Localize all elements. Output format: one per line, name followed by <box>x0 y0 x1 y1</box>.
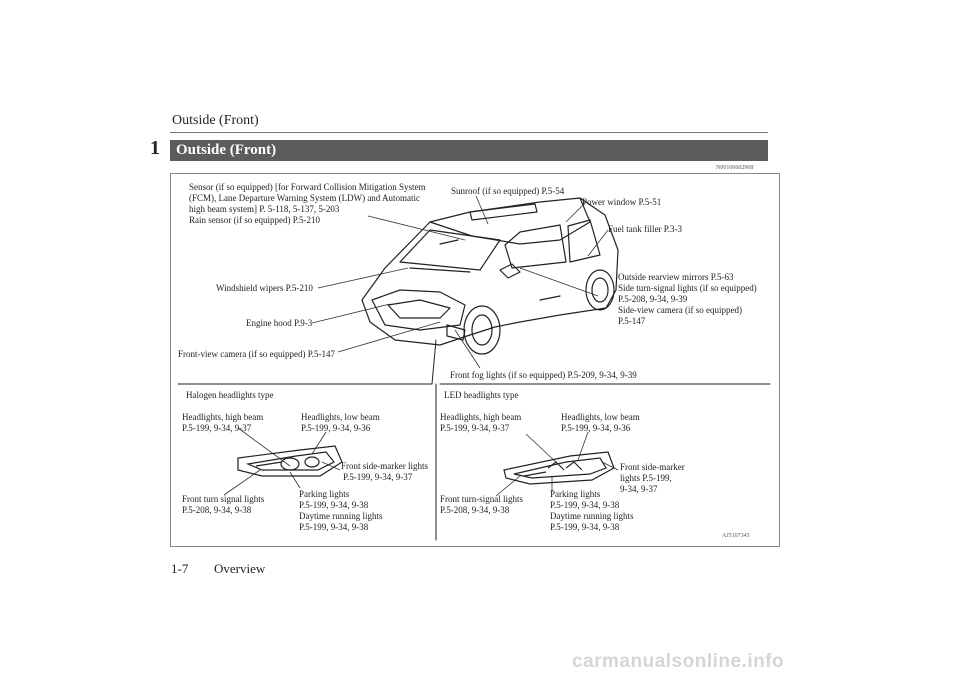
figure-code: AJ5107345 <box>722 533 750 539</box>
led-headlight-illustration <box>504 452 614 484</box>
led-box-title: LED headlights type <box>444 390 519 400</box>
led-side-marker: Front side-marker lights P.5-199, 9-34, 9-37 <box>620 462 685 494</box>
callout-sunroof: Sunroof (if so equipped) P.5-54 <box>451 186 565 196</box>
halogen-side-marker: Front side-marker lights P.5-199, 9-34, 9-37 <box>341 461 428 482</box>
halogen-parking: Parking lights P.5-199, 9-34, 9-38 Daytime running lights P.5-199, 9-34, 9-38 <box>299 489 383 532</box>
section-title: Outside (Front) <box>176 142 277 158</box>
callout-mirrors: Outside rearview mirrors P.5-63 Side turn-signal lights (if so equipped) P.5-208, 9-34, 9-39 Side-view camera (if so equipped) P.5-147 <box>618 272 757 326</box>
led-parking: Parking lights P.5-199, 9-34, 9-38 Daytime running lights P.5-199, 9-34, 9-38 <box>550 489 634 532</box>
running-header-title: Outside (Front) <box>172 113 259 128</box>
callout-wipers: Windshield wipers P.5-210 <box>216 283 313 293</box>
watermark-text[interactable]: carmanualsonline.info <box>572 651 785 672</box>
callout-fog-lights: Front fog lights (if so equipped) P.5-209, 9-34, 9-39 <box>450 370 637 380</box>
callout-fuel-filler: Fuel tank filler P.3-3 <box>608 224 682 234</box>
leader-lines <box>224 196 618 496</box>
callout-hood: Engine hood P.9-3 <box>246 318 313 328</box>
chapter-number: 1 <box>150 137 160 159</box>
footer-page-number: 1-7 <box>171 561 189 576</box>
led-turn-signal: Front turn-signal lights P.5-208, 9-34, 9-38 <box>440 494 523 515</box>
callout-sensor: Sensor (if so equipped) [for Forward Collision Mitigation System (FCM), Lane Departure Warning System (LDW) and Automatic high beam system] P. 5-118, 5-137, 5-203 Rain sensor (if so equipped) P.5-210 <box>189 182 426 225</box>
callout-front-camera: Front-view camera (if so equipped) P.5-147 <box>178 349 335 359</box>
callout-power-window: Power window P.5-51 <box>582 197 662 207</box>
led-high-beam: Headlights, high beam P.5-199, 9-34, 9-37 <box>440 412 522 433</box>
reference-code: N00100602968 <box>716 165 754 171</box>
halogen-headlight-illustration <box>238 446 342 476</box>
halogen-low-beam: Headlights, low beam P.5-199, 9-34, 9-36 <box>301 412 380 433</box>
halogen-turn-signal: Front turn signal lights P.5-208, 9-34, 9-38 <box>182 494 265 515</box>
halogen-box-title: Halogen headlights type <box>186 390 274 400</box>
halogen-high-beam: Headlights, high beam P.5-199, 9-34, 9-37 <box>182 412 264 433</box>
footer-section-name: Overview <box>214 561 266 576</box>
led-low-beam: Headlights, low beam P.5-199, 9-34, 9-36 <box>561 412 640 433</box>
